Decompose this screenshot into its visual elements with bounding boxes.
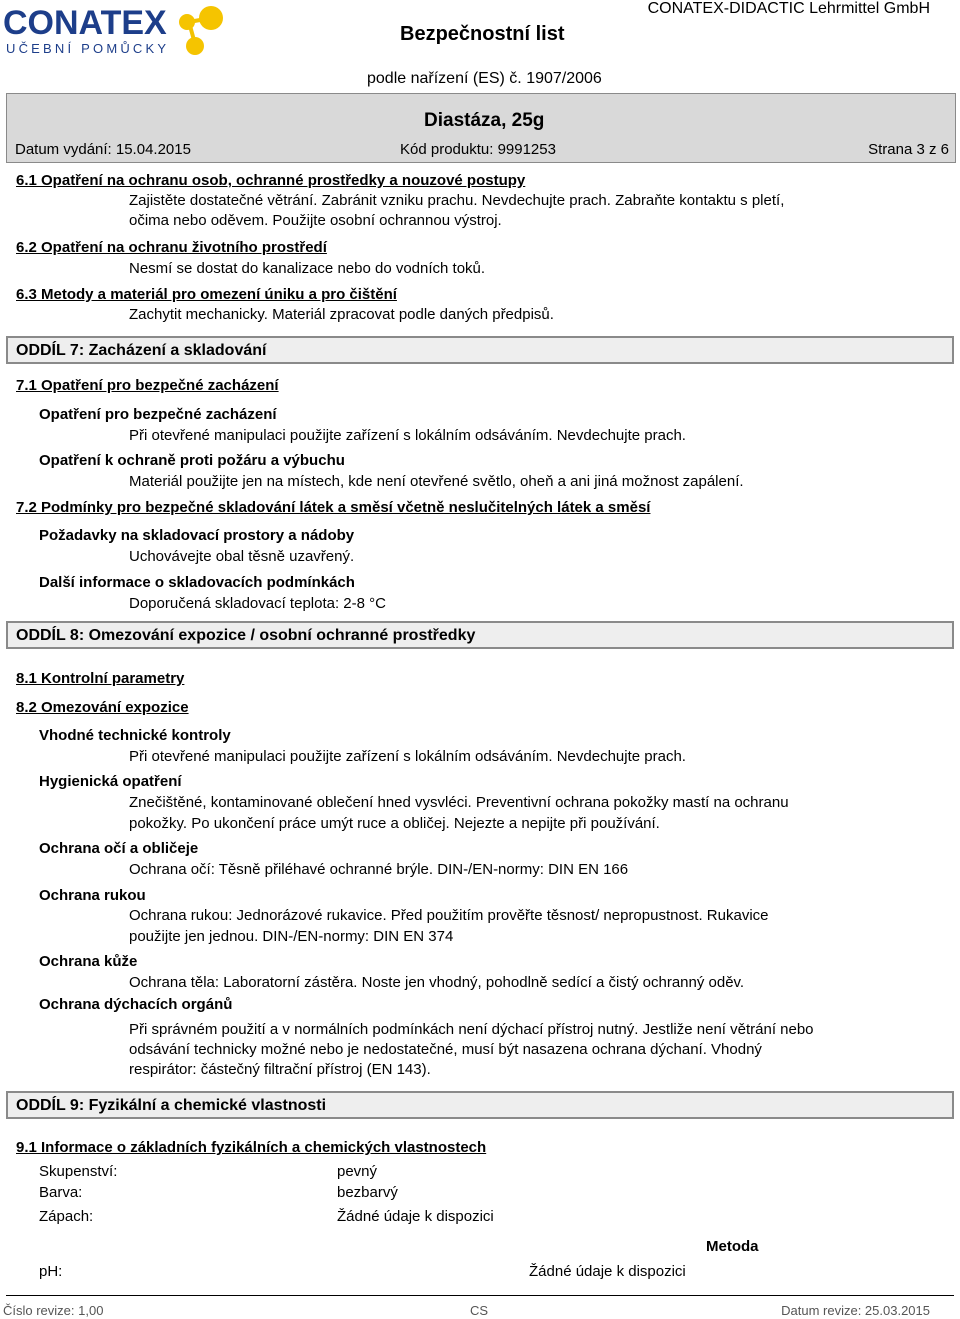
product-code: Kód produktu: 9991253	[400, 141, 556, 158]
subheading-skin-protection: Ochrana kůže	[39, 953, 138, 970]
product-name: Diastáza, 25g	[424, 110, 545, 131]
section-9-title: ODDÍL 9: Fyzikální a chemické vlastnosti	[16, 1097, 327, 1114]
text-safe-handling: Při otevřené manipulaci použijte zařízení s lokálním odsáváním. Nevdechujte prach.	[129, 427, 686, 444]
property-value: pevný	[337, 1163, 378, 1180]
method-column-header: Metoda	[706, 1238, 759, 1255]
text-hygiene-line2: pokožky. Po ukončení práce umýt ruce a obličej. Nejezte a nepijte při používání.	[129, 815, 660, 832]
product-header-box	[6, 93, 956, 163]
footer-divider	[6, 1295, 954, 1296]
heading-7-2: 7.2 Podmínky pro bezpečné skladování látek a směsí včetně neslučitelných látek a směsí	[16, 499, 651, 516]
heading-8-2: 8.2 Omezování expozice	[16, 699, 189, 716]
text-storage-requirements: Uchovávejte obal těsně uzavřený.	[129, 548, 355, 565]
heading-7-1: 7.1 Opatření pro bezpečné zacházení	[16, 377, 279, 394]
regulation-line: podle nařízení (ES) č. 1907/2006	[367, 70, 602, 87]
ph-value: Žádné údaje k dispozici	[529, 1263, 686, 1280]
heading-6-3: 6.3 Metody a materiál pro omezení úniku a pro čištění	[16, 286, 397, 303]
text-6-3: Zachytit mechanicky. Materiál zpracovat podle daných předpisů.	[129, 306, 554, 323]
subheading-hygiene: Hygienická opatření	[39, 773, 182, 790]
subheading-eye-protection: Ochrana očí a obličeje	[39, 840, 199, 857]
section-7-title: ODDÍL 7: Zacházení a skladování	[16, 342, 267, 359]
heading-6-2: 6.2 Opatření na ochranu životního prostředí	[16, 239, 327, 256]
logo-subtitle: UČEBNÍ POMŮCKY	[6, 41, 170, 56]
ph-label: pH:	[39, 1263, 63, 1280]
company-logo	[3, 4, 228, 58]
text-skin-protection: Ochrana těla: Laboratorní zástěra. Noste jen vhodný, pohodlně sedící a čistý ochranný oděv.	[129, 974, 745, 991]
subheading-hand-protection: Ochrana rukou	[39, 887, 146, 904]
text-hand-protection-line2: použijte jen jednou. DIN-/EN-normy: DIN EN 374	[129, 928, 454, 945]
text-hand-protection-line1: Ochrana rukou: Jednorázové rukavice. Před použitím prověřte těsnost/ nepropustnost. Rukavice	[129, 907, 769, 924]
revision-date: Datum revize: 25.03.2015	[781, 1303, 930, 1318]
section-8-bar	[6, 621, 954, 649]
subheading-safe-handling: Opatření pro bezpečné zacházení	[39, 406, 277, 423]
text-6-2: Nesmí se dostat do kanalizace nebo do vodních toků.	[129, 260, 486, 277]
text-respiratory-line2: odsávání technicky možné nebo je nedostatečné, musí být nasazena ochrana dýchaní. Vhodný	[129, 1041, 762, 1058]
text-respiratory-line1: Při správném použití a v normálních podmínkách není dýchací přístroj nutný. Jestliže není větrání nebo	[129, 1021, 814, 1038]
subheading-respiratory-protection: Ochrana dýchacích orgánů	[39, 996, 233, 1013]
text-6-1-line2: očima nebo oděvem. Použijte osobní ochrannou výstroj.	[129, 212, 502, 229]
property-value: bezbarvý	[337, 1184, 398, 1201]
molecule-icon	[173, 4, 229, 58]
subheading-fire-protection: Opatření k ochraně proti požáru a výbuchu	[39, 452, 345, 469]
issue-date: Datum vydání: 15.04.2015	[15, 141, 191, 158]
heading-6-1: 6.1 Opatření na ochranu osob, ochranné prostředky a nouzové postupy	[16, 172, 526, 189]
heading-9-1: 9.1 Informace o základních fyzikálních a chemických vlastnostech	[16, 1139, 487, 1156]
heading-8-1: 8.1 Kontrolní parametry	[16, 670, 185, 687]
text-respiratory-line3: respirátor: částečný filtrační přístroj (EN 143).	[129, 1061, 431, 1078]
section-8-title: ODDÍL 8: Omezování expozice / osobní ochranné prostředky	[16, 627, 476, 644]
text-technical-controls: Při otevřené manipulaci použijte zařízení s lokálním odsáváním. Nevdechujte prach.	[129, 748, 686, 765]
section-9-bar	[6, 1091, 954, 1119]
property-value: Žádné údaje k dispozici	[337, 1208, 494, 1225]
text-fire-protection: Materiál použijte jen na místech, kde není otevřené světlo, oheň a ani jiná možnost zapálení.	[129, 473, 744, 490]
subheading-technical-controls: Vhodné technické kontroly	[39, 727, 231, 744]
text-eye-protection: Ochrana očí: Těsně přiléhavé ochranné brýle. DIN-/EN-normy: DIN EN 166	[129, 861, 629, 878]
property-label: Barva:	[39, 1184, 83, 1201]
document-title: Bezpečnostní list	[400, 23, 565, 45]
property-label: Zápach:	[39, 1208, 94, 1225]
subheading-storage-info: Další informace o skladovacích podmínkách	[39, 574, 355, 591]
text-storage-info: Doporučená skladovací teplota: 2-8 °C	[129, 595, 386, 612]
revision-number: Číslo revize: 1,00	[3, 1303, 104, 1318]
logo-wordmark: CONATEX	[3, 4, 167, 42]
text-6-1-line1: Zajistěte dostatečné větrání. Zabránit vzniku prachu. Nevdechujte prach. Zabraňte kontaktu s pletí,	[129, 192, 785, 209]
property-label: Skupenství:	[39, 1163, 118, 1180]
company-name: CONATEX-DIDACTIC Lehrmittel GmbH	[647, 0, 930, 17]
page-number: Strana 3 z 6	[868, 141, 949, 158]
language-code: CS	[470, 1303, 489, 1318]
section-7-bar	[6, 336, 954, 364]
subheading-storage-requirements: Požadavky na skladovací prostory a nádoby	[39, 527, 355, 544]
text-hygiene-line1: Znečištěné, kontaminované oblečení hned vysvléci. Preventivní ochrana pokožky mastí na ochranu	[129, 794, 789, 811]
